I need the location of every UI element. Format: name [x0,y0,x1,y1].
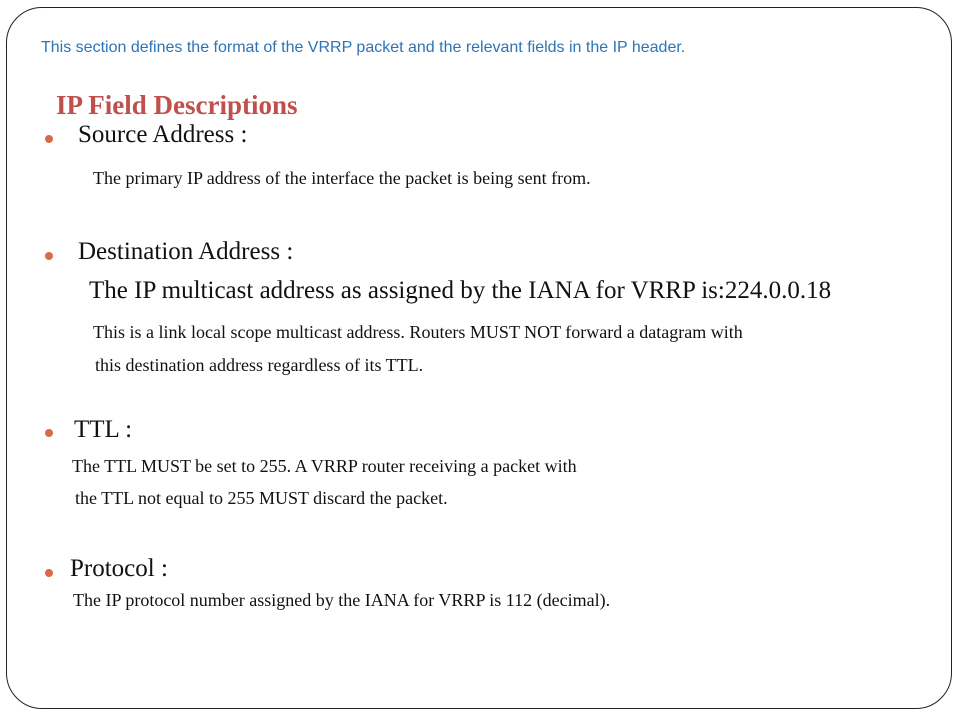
item-title-protocol: Protocol : [70,555,168,582]
ttl-description-line-1: The TTL MUST be set to 255. A VRRP router receiving a packet with [72,456,577,476]
item-title-destination-address: Destination Address : [78,238,294,265]
bullet-icon [45,252,53,260]
slide-frame [6,7,952,709]
intro-text: This section defines the format of the VRRP packet and the relevant fields in the IP header. [41,39,686,56]
bullet-icon [45,135,53,143]
source-address-description: The primary IP address of the interface the packet is being sent from. [93,168,591,188]
bullet-icon [45,429,53,437]
bullet-icon [45,569,53,577]
item-title-source-address: Source Address : [78,121,248,148]
destination-address-description-line-2: this destination address regardless of its TTL. [95,355,424,375]
item-title-ttl: TTL : [74,416,133,443]
protocol-description: The IP protocol number assigned by the IANA for VRRP is 112 (decimal). [73,590,611,610]
ttl-description-line-2: the TTL not equal to 255 MUST discard the packet. [75,488,448,508]
section-heading: IP Field Descriptions [56,90,298,120]
destination-multicast-address: The IP multicast address as assigned by the IANA for VRRP is:224.0.0.18 [89,277,832,304]
destination-address-description-line-1: This is a link local scope multicast address. Routers MUST NOT forward a datagram with [93,322,743,342]
